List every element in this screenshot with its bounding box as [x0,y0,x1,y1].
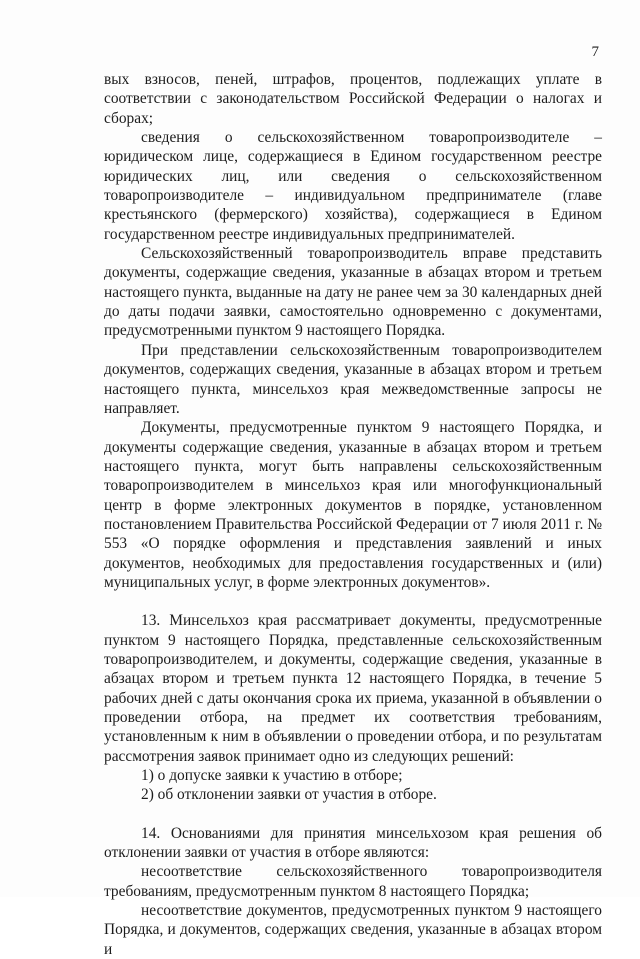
list-item-reject: 2) об отклонении заявки от участия в отборе. [141,786,437,804]
paragraph-electronic-documents: Документы, предусмотренные пунктом 9 настоящего Порядка, и документы содержащие сведения, указанные в абзацах втором и третьем настоящего пункта, могут быть направлены сельскохозяйственным товаропроизводителем в минсельхоз края или многофункциональный центр в форме электронных документов в порядке, установленном постановлением Правительства Российской Федерации от 7 июля 2011 г. № 553 «О порядке оформления и представления заявлений и иных документов, необходимых для предоставления государственных и (или) муниципальных услуг, в форме электронных документов». [104,419,602,591]
paragraph-nonconformity-documents: несоответствие документов, предусмотренных пунктом 9 настоящего Порядка, и документов, содержащих сведения, указанные в абзацах втором и [104,902,602,958]
list-item-admit: 1) о допуске заявки к участию в отборе; [141,767,403,785]
paragraph-legal-entity-info: сведения о сельскохозяйственном товаропроизводителе – юридическом лице, содержащиеся в Едином государственном реестре юридических лиц, или сведения о сельскохозяйственном товаропроизводителе – индивидуальном предпринимателе (главе крестьянского (фермерского) хозяйства), содержащиеся в Едином государственном реестре индивидуальных предпринимателей. [104,129,602,243]
paragraph-clause-14: 14. Основаниями для принятия минсельхозом края решения об отклонении заявки от участия в отборе являются: [104,824,602,862]
paragraph-interagency-requests: При представлении сельскохозяйственным товаропроизводителем документов, содержащих сведения, указанные в абзацах втором и третьем настоящего пункта, минсельхоз края межведомственные запросы не направляет. [104,341,602,417]
paragraph-nonconformity-producer: несоответствие сельскохозяйственного товаропроизводителя требованиям, предусмотренным пунктом 8 настоящего Порядка; [104,863,602,900]
paragraph-gap [104,805,602,824]
document-body [104,70,602,959]
paragraph-gap [104,592,602,611]
paragraph-continuation: вых взносов, пеней, штрафов, процентов, подлежащих уплате в соответствии с законодательством Российской Федерации о налогах и сборах; [104,71,602,127]
page-number: 7 [591,44,599,60]
paragraph-producer-right: Сельскохозяйственный товаропроизводитель вправе представить документы, содержащие сведения, указанные в абзацах втором и третьем настоящего пункта, выданные на дату не ранее чем за 30 календарных дней до даты подачи заявки, самостоятельно одновременно с документами, предусмотренными пунктом 9 настоящего Порядка. [104,245,602,340]
paragraph-clause-13: 13. Минсельхоз края рассматривает документы, предусмотренные пунктом 9 настоящего Порядка, представленные сельскохозяйственным товаропроизводителем, и документы, содержащие сведения, указанные в абзацах втором и третьем пункта 12 настоящего Порядка, в течение 5 рабочих дней с даты окончания срока их приема, указанной в объявлении о проведении отбора, на предмет их соответствия требованиям, установленным к ним в объявлении о проведении отбора, и по результатам рассмотрения заявок принимает одно из следующих решений: [104,612,602,765]
